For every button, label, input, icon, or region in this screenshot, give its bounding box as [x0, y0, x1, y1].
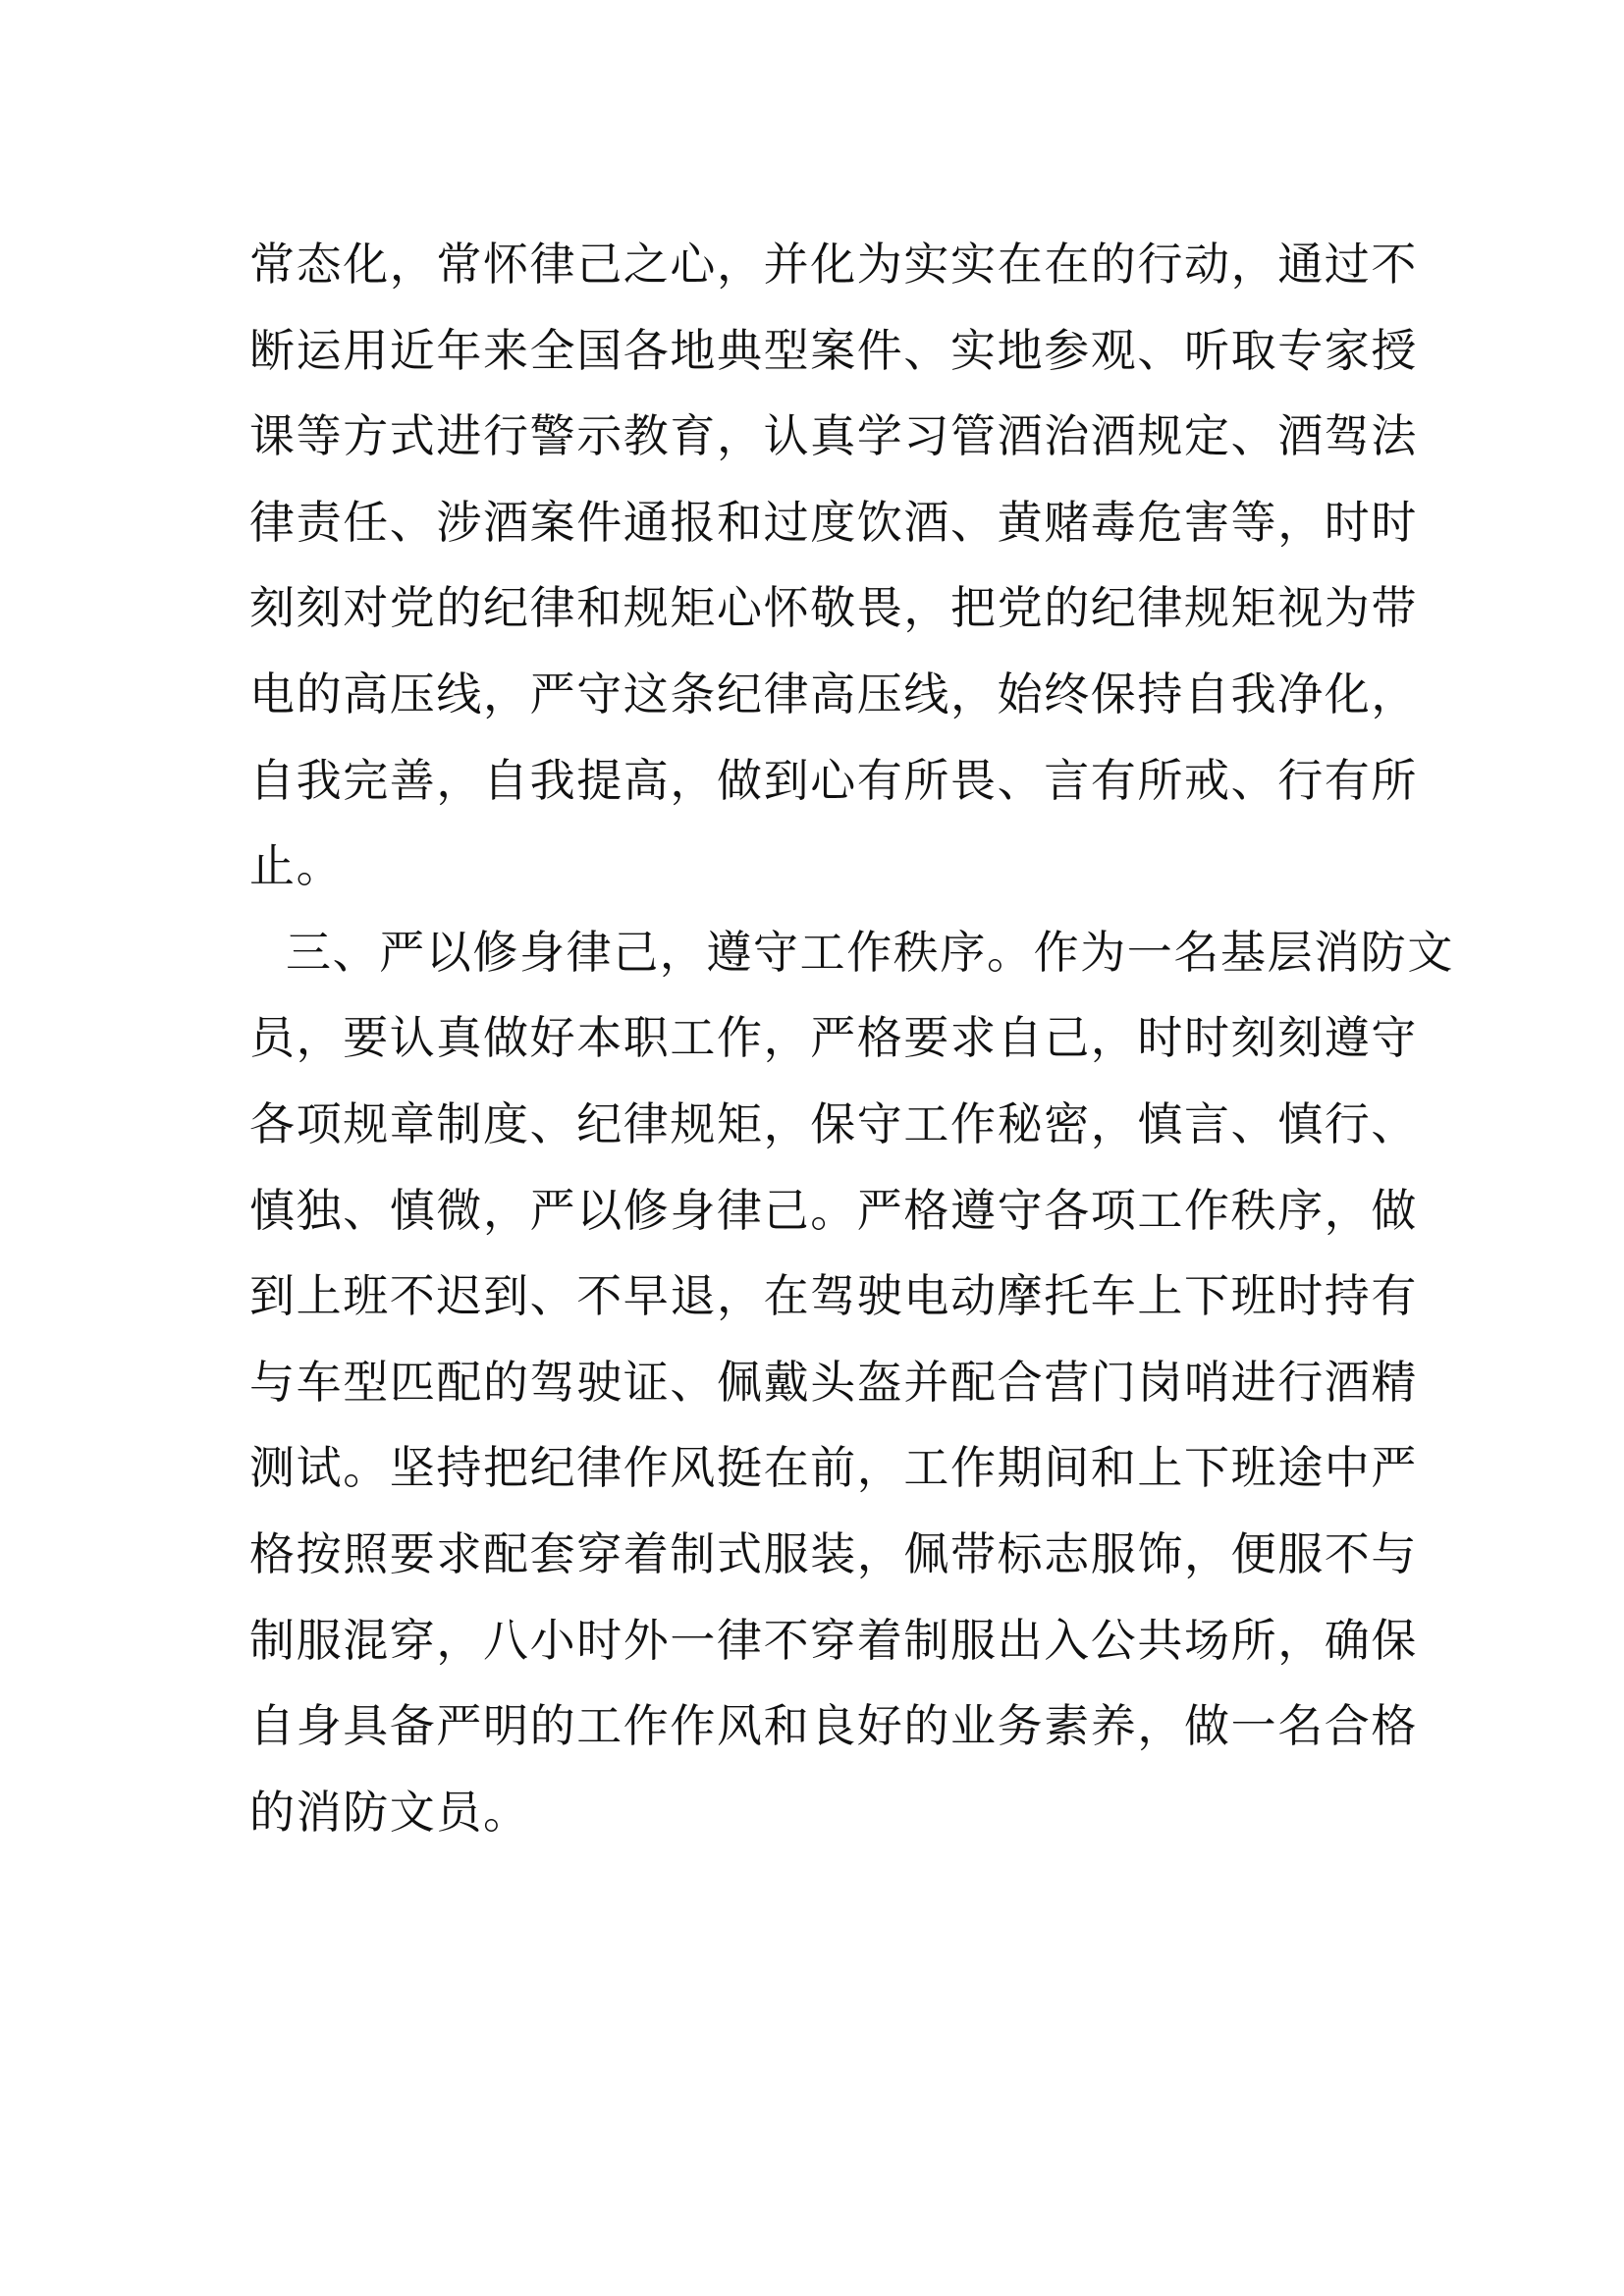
text-line: 断运用近年来全国各地典型案件、实地参观、听取专家授 — [249, 323, 1418, 377]
text-line: 格按照要求配套穿着制式服装，佩带标志服饰，便服不与 — [249, 1526, 1418, 1580]
text-line: 测试。坚持把纪律作风挺在前，工作期间和上下班途中严 — [249, 1441, 1418, 1495]
document-body — [249, 222, 1454, 1855]
text-line: 律责任、涉酒案件通报和过度饮酒、黄赌毒危害等，时时 — [249, 495, 1418, 549]
text-line: 员，要认真做好本职工作，严格要求自己，时时刻刻遵守 — [249, 1011, 1418, 1065]
text-line: 各项规章制度、纪律规矩，保守工作秘密，慎言、慎行、 — [249, 1096, 1418, 1150]
text-line: 三、严以修身律己，遵守工作秩序。作为一名基层消防文 — [286, 925, 1454, 979]
text-line: 自身具备严明的工作作风和良好的业务素养，做一名合格 — [249, 1699, 1418, 1753]
text-line: 的消防文员。 — [249, 1785, 530, 1839]
text-line: 刻刻对党的纪律和规矩心怀敬畏，把党的纪律规矩视为带 — [249, 581, 1418, 635]
text-line: 到上班不迟到、不早退，在驾驶电动摩托车上下班时持有 — [249, 1269, 1418, 1323]
text-line: 止。 — [249, 839, 344, 893]
text-line: 制服混穿，八小时外一律不穿着制服出入公共场所，确保 — [249, 1613, 1418, 1667]
text-line: 常态化，常怀律己之心，并化为实实在在的行动，通过不 — [249, 238, 1418, 291]
paragraph-1 — [249, 222, 1418, 910]
text-line: 自我完善，自我提高，做到心有所畏、言有所戒、行有所 — [249, 753, 1418, 807]
text-line: 与车型匹配的驾驶证、佩戴头盔并配合营门岗哨进行酒精 — [249, 1355, 1418, 1409]
paragraph-2 — [249, 910, 1454, 1856]
text-line: 电的高压线，严守这条纪律高压线，始终保持自我净化， — [249, 667, 1418, 721]
text-line: 课等方式进行警示教育，认真学习管酒治酒规定、酒驾法 — [249, 409, 1418, 463]
text-line: 慎独、慎微，严以修身律己。严格遵守各项工作秩序，做 — [249, 1183, 1418, 1237]
